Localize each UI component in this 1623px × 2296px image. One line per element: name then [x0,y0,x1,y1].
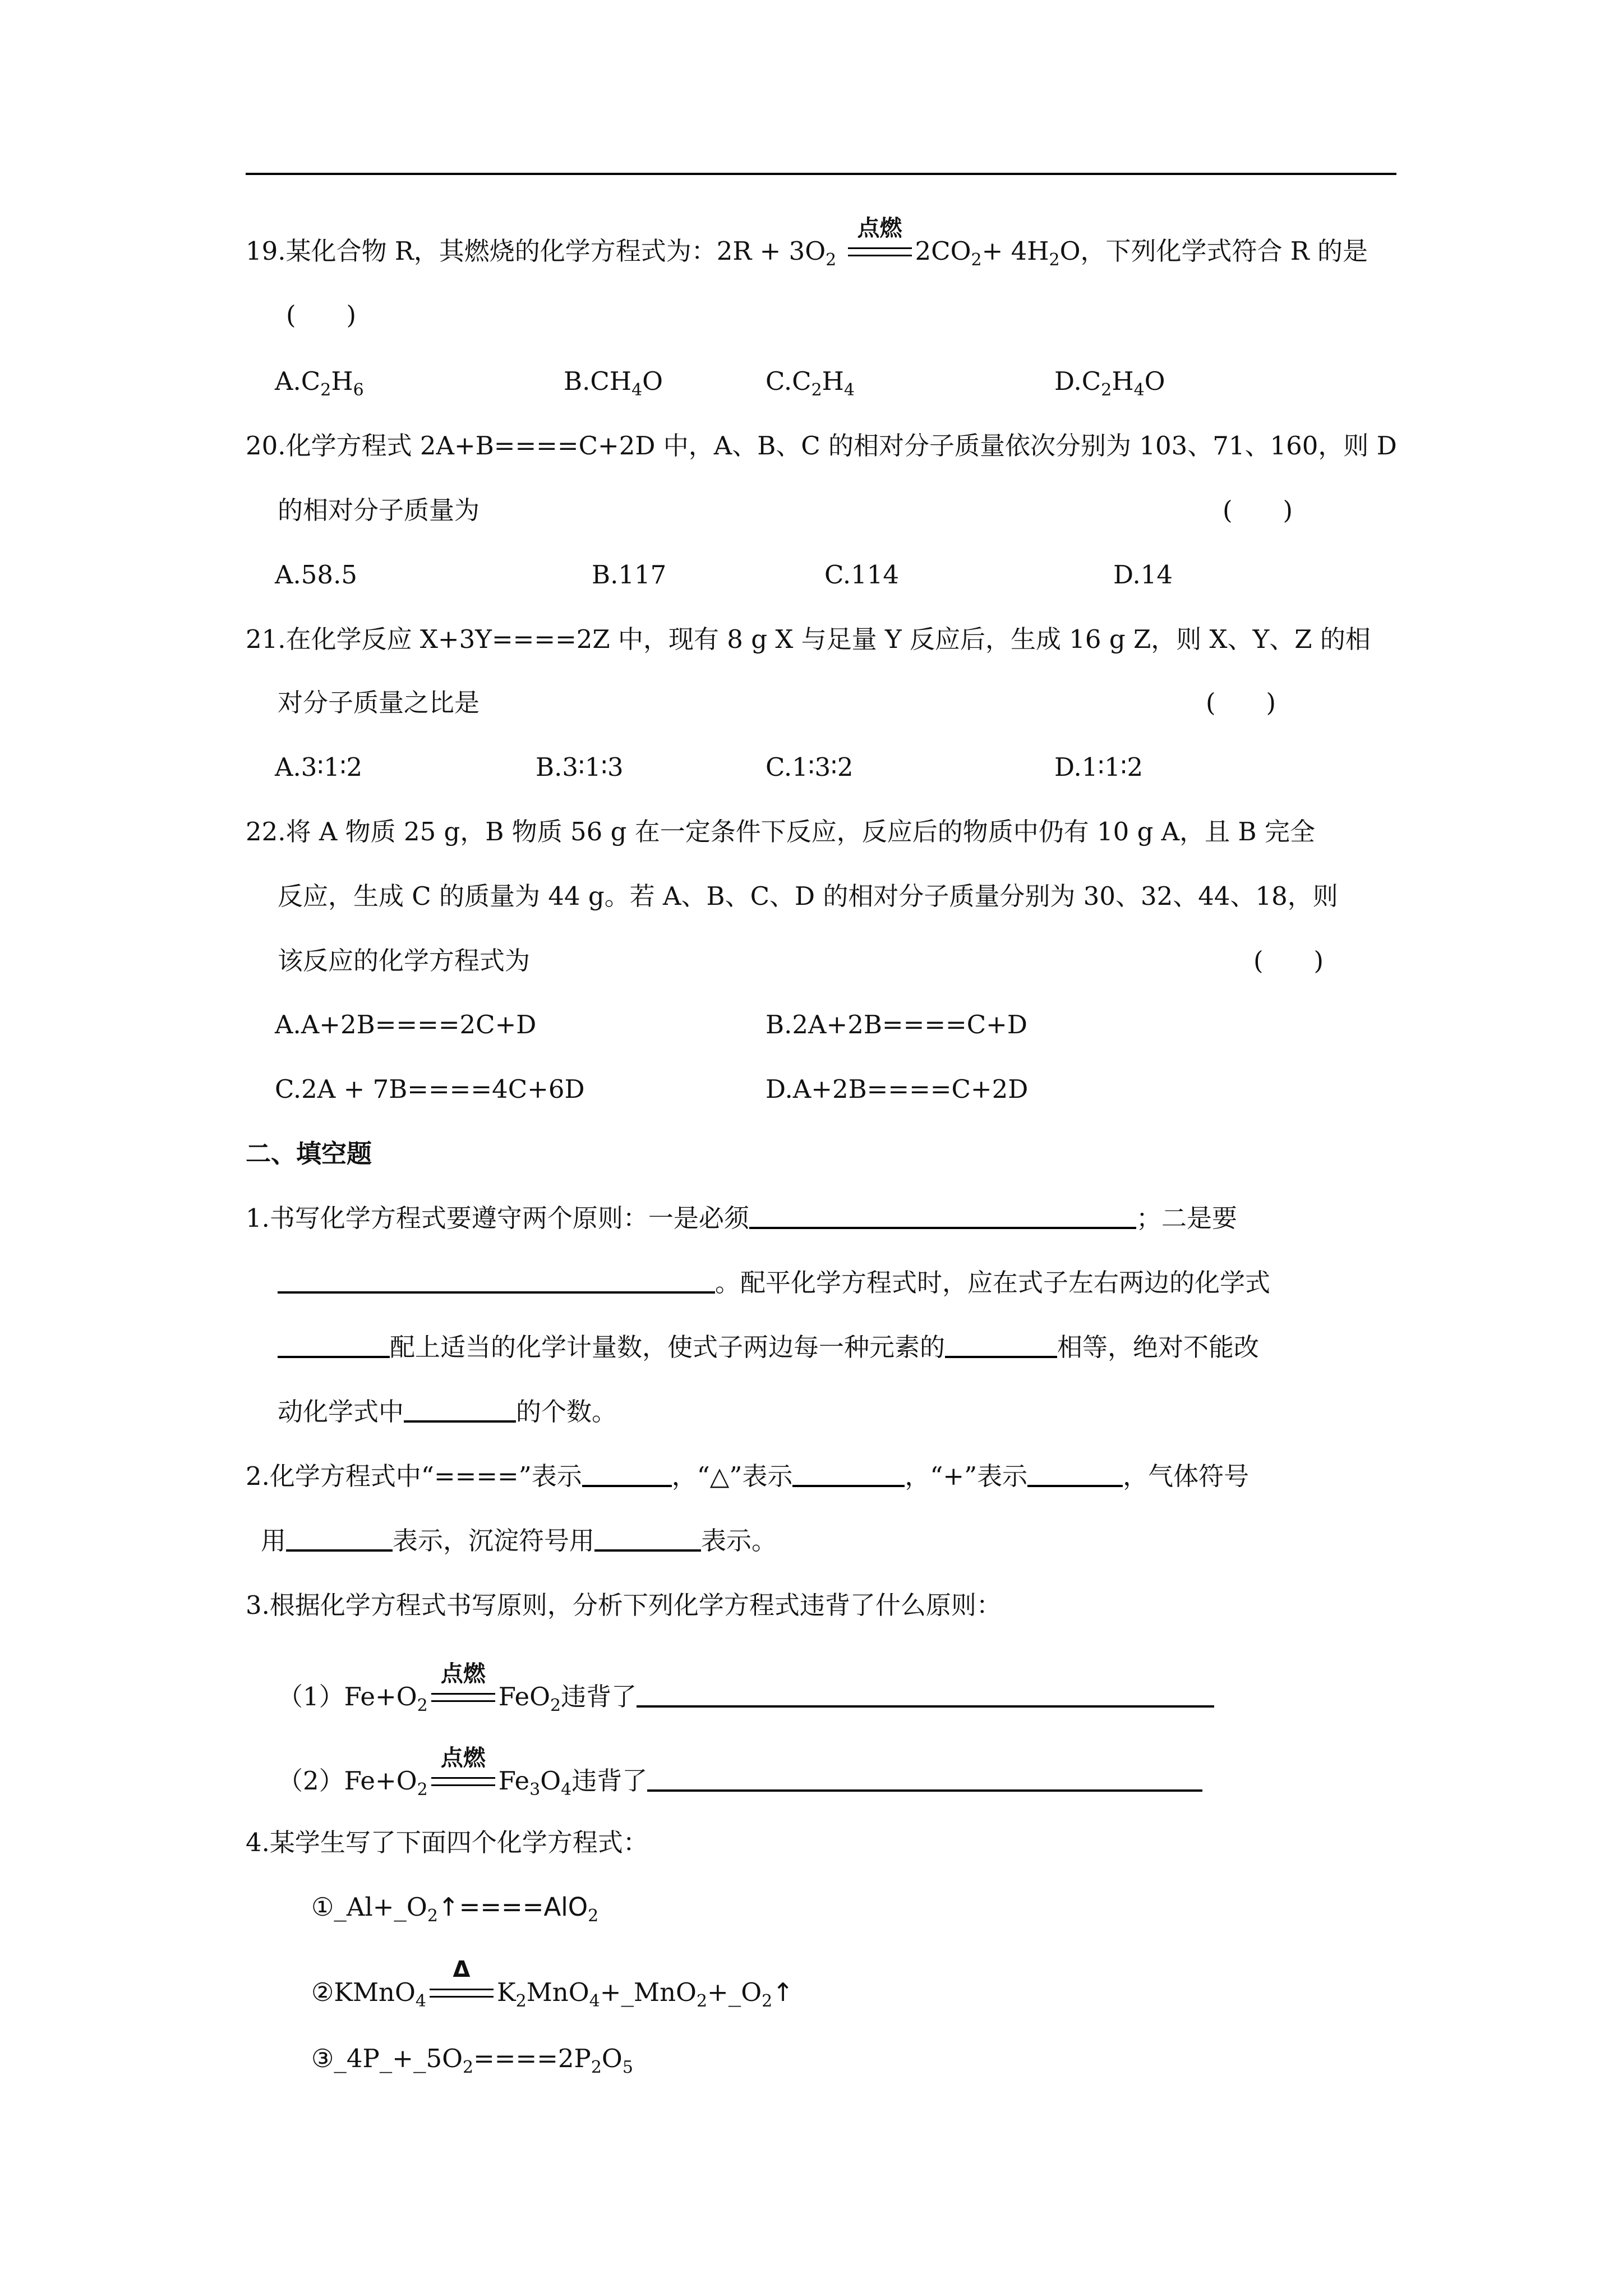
q19-answer-paren: ( ) [286,300,357,330]
q21-line2: 对分子质量之比是 [278,688,480,717]
f4-equation-2: ②KMnO$_4$ Δ $K_2MnO_4+\_MnO_2+\_O_2↑$ [311,1957,794,2011]
f2-blank-2[interactable] [792,1460,905,1487]
f1-line1: 1.书写化学方程式要遵守两个原则：一是必须 ；二是要 [246,1203,1237,1233]
f1-line2: 。配平化学方程式时，应在式子左右两边的化学式 [278,1266,1270,1300]
f2-line2: 用 表示，沉淀符号用 表示。 [261,1526,777,1556]
q21-option-a: A.3∶1∶2 [275,752,363,782]
q20-answer-paren: ( ) [1223,495,1293,525]
f3-item-2: $(2)Fe+O_2$ 点燃 $Fe_3O_4$违背了 [278,1764,1202,1798]
condition-ignite: 点燃 [430,1768,496,1791]
f2-blank-4[interactable] [286,1525,393,1552]
q20-option-c: C.114 [824,560,900,590]
f1-blank-2[interactable] [278,1267,715,1294]
f1-line4: 动化学式中 的个数。 [278,1397,617,1427]
f3-blank-2[interactable] [647,1765,1202,1792]
q22-option-d: D.A+2B====C+2D [766,1074,1029,1104]
f2-blank-1[interactable] [582,1460,672,1487]
f4-equation-1: $①\_Al+\_O_2↑====AlO_2$ [311,1892,599,1926]
q19-option-d: $D.C_2H_4O$ [1054,366,1165,400]
f3-intro: 3.根据化学方程式书写原则，分析下列化学方程式违背了什么原则： [246,1590,1002,1620]
q22-option-a: A.A+2B====2C+D [275,1010,537,1039]
section-title: 二、填空题 [246,1139,372,1168]
q20-option-a: A.58.5 [275,560,357,590]
q22-line2: 反应，生成 C 的质量为 44 g。若 A、B、C、D 的相对分子质量分别为 30、32、44、18，则 [278,881,1338,911]
q22-answer-paren: ( ) [1253,946,1324,976]
f1-line3: 配上适当的化学计量数，使式子两边每一种元素的 相等，绝对不能改 [278,1331,1259,1364]
f3-blank-1[interactable] [637,1681,1214,1708]
q20-option-d: D.14 [1113,560,1173,590]
q22-line3: 该反应的化学方程式为 [278,946,531,976]
q20-option-b: B.117 [592,560,667,590]
q22-line1: 22.将 A 物质 25 g，B 物质 56 g 在一定条件下反应，反应后的物质中仍有 10 g A，且 B 完全 [246,817,1315,846]
q21-answer-paren: ( ) [1206,688,1276,717]
f4-equation-3: $③\_4P\_+\_5O_2====2P_2O_5$ [311,2044,633,2077]
q21-option-d: D.1∶1∶2 [1054,752,1144,782]
f1-blank-4[interactable] [945,1331,1057,1358]
f2-blank-5[interactable] [594,1525,701,1552]
condition-heat: Δ [428,1980,495,2002]
q22-option-b: B.2A+2B====C+D [766,1010,1027,1039]
f4-intro: 4.某学生写了下面四个化学方程式： [246,1828,648,1857]
q20-line2: 的相对分子质量为 [278,495,480,525]
f1-blank-5[interactable] [404,1396,516,1423]
f1-blank-1[interactable] [749,1202,1136,1229]
condition-ignite: 点燃 [430,1684,496,1706]
q19-option-c: $C.C_2H_4$ [766,366,855,400]
q19-stem: 19.某化合物 R，其燃烧的化学方程式为：$2R + 3O_2$ 点燃 $2CO_2+ 4H_2O$，下列化学式符合 R 的是 [246,215,1368,270]
q21-option-b: B.3∶1∶3 [536,752,624,782]
q22-option-c: C.2A + 7B====4C+6D [275,1074,585,1104]
f2-blank-3[interactable] [1027,1460,1123,1487]
f3-item-1: $(1)Fe+O_2$ 点燃 FeO$_2$违背了 [278,1680,1214,1714]
f2-line1: 2.化学方程式中“====”表示 ，“△”表示 ，“+”表示 ，气体符号 [246,1461,1249,1491]
header-rule [246,173,1396,175]
q21-option-c: C.1∶3∶2 [766,752,854,782]
q19-option-b: $B.CH_4O$ [564,366,663,400]
f1-blank-3[interactable] [278,1331,390,1358]
q20-line1: 20.化学方程式 2A+B====C+2D 中，A、B、C 的相对分子质量依次分别为 103、71、160，则 D [246,431,1397,461]
q21-line1: 21.在化学反应 X+3Y====2Z 中，现有 8 g X 与足量 Y 反应后，生成 16 g Z，则 X、Y、Z 的相 [246,624,1371,654]
condition-ignite: 点燃 [847,238,913,261]
q19-option-a: $A.C_2H_6$ [275,366,364,400]
